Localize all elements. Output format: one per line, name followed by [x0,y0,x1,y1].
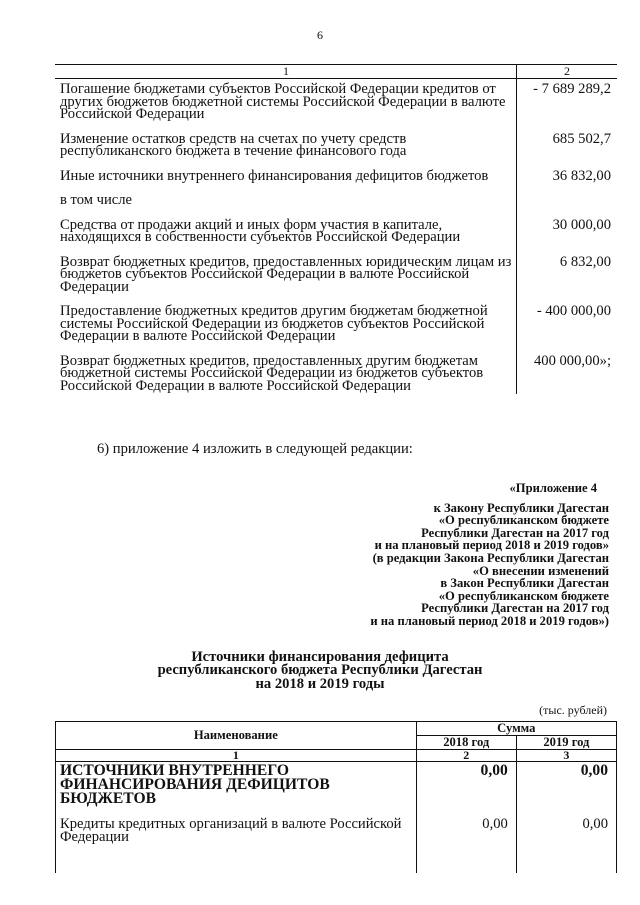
table-row [55,355,617,395]
row-value: 6 832,00 [559,253,611,270]
paragraph-6: 6) приложение 4 изложить в следующей редакции: [97,441,413,457]
row-value: 30 000,00 [552,216,611,233]
column-index-row [56,750,617,762]
page-number: 6 [317,28,323,42]
column-2-header: 2 [517,65,618,79]
table-header-row [55,65,617,79]
column-index: 1 [56,750,417,762]
row-value-2018: 0,00 [416,818,516,873]
year-2019-header: 2019 год [516,736,616,750]
financing-sources-table [55,721,617,873]
column-index: 2 [416,750,516,762]
row-name: ИСТОЧНИКИ ВНУТРЕННЕГО ФИНАНСИРОВАНИЯ ДЕФИЦИТОВ БЮДЖЕТОВ [56,762,417,819]
table-row [55,219,617,256]
name-column-header: Наименование [56,722,417,750]
row-value: 400 000,00»; [533,352,611,369]
annex-line: Республики Дагестан на 2017 год [421,525,609,540]
row-value: 36 832,00 [552,167,611,184]
units-label: (тыс. рублей) [539,703,607,717]
row-value-2019: 0,00 [516,818,616,873]
annex-line: и на плановый период 2018 и 2019 годов») [370,613,609,628]
annex-header [0,482,609,628]
row-name: Кредиты кредитных организаций в валюте Российской Федерации [56,818,417,873]
section-heading [0,651,640,691]
heading-line: Источники финансирования дефицита [191,649,449,665]
annex-line: и на плановый период 2018 и 2019 годов» [374,538,609,553]
table-row [55,305,617,355]
annex-line: в Закон Республики Дагестан [440,576,609,591]
row-value-2018: 0,00 [416,762,516,819]
table-row [55,256,617,306]
annex-title: «Приложение 4 [509,481,597,495]
table-row [55,194,617,219]
year-2018-header: 2018 год [416,736,516,750]
row-name: Погашение бюджетами субъектов Российской Федерации кредитов от других бюджетов бюджетной системы Российской Федерации в валюте Российской Федерации [55,79,517,133]
row-name: Иные источники внутреннего финансирования дефицитов бюджетов [55,170,517,195]
table-row [55,133,617,170]
heading-line: на 2018 и 2019 годы [255,675,385,692]
annex-line: (в редакции Закона Республики Дагестан [372,550,609,565]
table-row [55,79,617,133]
row-value: 685 502,7 [552,130,611,147]
heading-line: республиканского бюджета Республики Дагестан [157,662,483,679]
row-value: - 7 689 289,2 [533,81,611,97]
row-name: Предоставление бюджетных кредитов другим бюджетам бюджетной системы Российской Федерации из бюджетов субъектов Российской Федерации в валюте Российской Федерации [55,305,517,355]
table-row [55,170,617,195]
column-index: 3 [516,750,616,762]
table-row [56,818,617,873]
row-value: - 400 000,00 [536,303,611,319]
row-value-2019: 0,00 [516,762,616,819]
sources-continuation-table [55,64,617,394]
table-row [56,762,617,819]
annex-line: Республики Дагестан на 2017 год [421,601,609,616]
annex-line: к Закону Республики Дагестан [433,500,609,515]
table-header-row [56,722,617,736]
row-name: Возврат бюджетных кредитов, предоставленных другим бюджетам бюджетной системы Российской Федерации из бюджетов субъектов Российской Федерации в валюте Российской Федерации [55,355,517,395]
sum-column-header: Сумма [416,722,616,736]
annex-line: «О республиканском бюджете [438,513,609,528]
row-name: в том числе [55,194,517,219]
annex-line: «О республиканском бюджете [438,588,609,603]
column-1-header: 1 [55,65,517,79]
row-name: Возврат бюджетных кредитов, предоставленных юридическим лицам из бюджетов субъектов Российской Федерации в валюте Российской Федерации [55,256,517,306]
row-value [517,194,618,219]
row-name: Средства от продажи акций и иных форм участия в капитале, находящихся в собственности субъектов Российской Федерации [55,219,517,256]
annex-line: «О внесении изменений [472,563,609,578]
row-name: Изменение остатков средств на счетах по учету средств республиканского бюджета в течение финансового года [55,133,517,170]
